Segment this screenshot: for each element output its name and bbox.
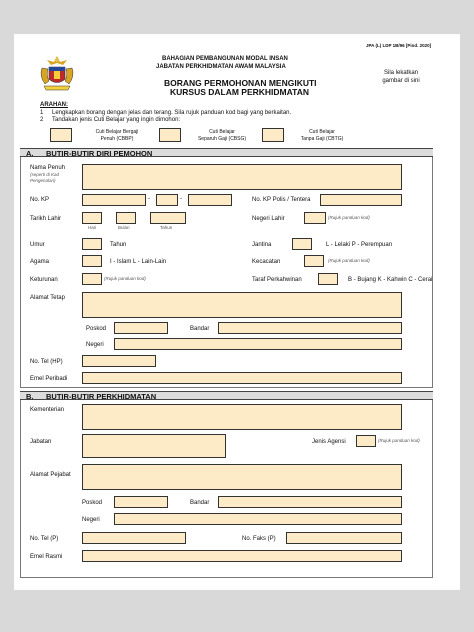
poskod-label: Poskod (86, 326, 107, 332)
no-kp-dash-2: - (180, 196, 182, 202)
no-kp-field-3[interactable] (188, 194, 232, 206)
no-tel-p-field[interactable] (82, 532, 186, 544)
agency-line-2: JABATAN PERKHIDMATAN AWAM MALAYSIA (156, 64, 286, 70)
section-a-title: BUTIR-BUTIR DIRI PEMOHON (46, 149, 153, 158)
negeri-label: Negeri (86, 342, 104, 348)
cbtg-label-line-1: Cuti Belajar (309, 129, 335, 135)
taraf-perkahwinan-options: B - Bujang K - Kahwin C - Cerai (348, 277, 433, 283)
form-title-line-2: KURSUS DALAM PERKHIDMATAN (170, 87, 309, 97)
bandar-pejabat-field[interactable] (218, 496, 402, 508)
emel-rasmi-field[interactable] (82, 550, 402, 562)
nama-penuh-label: Nama Penuh (30, 165, 66, 171)
no-faks-p-field[interactable] (286, 532, 402, 544)
jantina-options: L - Lelaki P - Perempuan (326, 242, 393, 248)
jabatan-label: Jabatan (30, 439, 52, 445)
bandar-label: Bandar (190, 326, 210, 332)
negeri-lahir-field[interactable] (304, 212, 326, 224)
cbbp-label-line-2: Penuh (CBBP) (100, 135, 134, 142)
no-tel-hp-label: No. Tel (HP) (30, 359, 63, 365)
poskod-field[interactable] (114, 322, 168, 334)
umur-unit: Tahun (110, 242, 127, 248)
umur-label: Umur (30, 242, 45, 248)
section-b-letter: B. (26, 392, 34, 401)
poskod-pejabat-field[interactable] (114, 496, 168, 508)
bandar-pejabat-label: Bandar (190, 500, 210, 506)
malaysia-coat-of-arms-logo (36, 54, 78, 96)
keturunan-label: Keturunan (30, 277, 58, 283)
jabatan-field[interactable] (82, 434, 226, 458)
cbsg-checkbox[interactable] (159, 128, 181, 142)
section-b-title: BUTIR-BUTIR PERKHIDMATAN (46, 392, 157, 401)
jenis-agensi-field[interactable] (356, 435, 376, 447)
emel-peribadi-label: Emel Peribadi (30, 376, 68, 382)
cbbp-checkbox[interactable] (50, 128, 72, 142)
no-tel-p-label: No. Tel (P) (30, 536, 59, 542)
jantina-field[interactable] (292, 238, 312, 250)
bulan-field[interactable] (116, 212, 136, 224)
no-kp-field-2[interactable] (156, 194, 178, 206)
kementerian-label: Kementerian (30, 407, 65, 413)
no-kp-polis-field[interactable] (320, 194, 402, 206)
no-kp-polis-label: No. KP Polis / Tentera (252, 197, 311, 203)
instruction-2: Tandakan jenis Cuti Belajar yang ingin dimohon: (52, 117, 181, 123)
no-tel-hp-field[interactable] (82, 355, 156, 367)
hari-field[interactable] (82, 212, 102, 224)
kecacatan-hint: (Rujuk panduan kod) (328, 258, 370, 263)
agama-options: I - Islam L - Lain-Lain (110, 259, 167, 265)
tahun-field[interactable] (150, 212, 186, 224)
agama-field[interactable] (82, 255, 102, 267)
form-page (14, 34, 460, 590)
section-a-header (20, 148, 433, 157)
kecacatan-label: Kecacatan (252, 259, 281, 265)
negeri-pejabat-field[interactable] (114, 513, 402, 525)
negeri-pejabat-label: Negeri (82, 517, 100, 523)
cbtg-checkbox[interactable] (262, 128, 284, 142)
no-kp-dash-1: - (148, 196, 150, 202)
nama-hint-2: Pengenalan) (30, 178, 56, 183)
no-kp-label: No. KP (30, 197, 50, 203)
cbbp-label (82, 129, 152, 142)
instructions-heading: ARAHAN: (40, 102, 68, 108)
cbtg-label (287, 129, 357, 142)
taraf-perkahwinan-label: Taraf Perkahwinan (252, 277, 302, 283)
taraf-perkahwinan-field[interactable] (318, 273, 338, 285)
jenis-agensi-hint: (Rujuk panduan kod) (378, 438, 420, 443)
photo-text-line-1: Sila lekatkan (383, 70, 419, 76)
photo-text-line-2: gambar di sini (382, 77, 420, 84)
alamat-pejabat-field[interactable] (82, 464, 402, 490)
alamat-pejabat-label: Alamat Pejabat (30, 472, 71, 478)
negeri-field[interactable] (114, 338, 402, 350)
cbsg-label-line-2: Separuh Gaji (CBSG) (197, 135, 247, 142)
nama-hint-1: (seperti di Kad (30, 172, 60, 177)
kementerian-field[interactable] (82, 404, 402, 430)
tarikh-lahir-label: Tarikh Lahir (30, 216, 62, 222)
section-a-letter: A. (26, 149, 34, 158)
keturunan-field[interactable] (82, 273, 102, 285)
form-title-line-1: BORANG PERMOHONAN MENGIKUTI (164, 78, 317, 88)
agama-label: Agama (30, 259, 50, 265)
bandar-field[interactable] (218, 322, 402, 334)
no-faks-p-label: No. Faks (P) (242, 536, 276, 542)
cbtg-label-line-2: Tanpa Gaji (CBTG) (300, 135, 344, 142)
hari-caption: Hari (88, 225, 97, 230)
kecacatan-field[interactable] (304, 255, 324, 267)
instruction-1-number: 1 (40, 110, 44, 116)
no-kp-field-1[interactable] (82, 194, 146, 206)
cbsg-label (187, 129, 257, 142)
agency-line-1: BAHAGIAN PEMBANGUNAN MODAL INSAN (162, 56, 288, 62)
emel-rasmi-label: Emel Rasmi (30, 554, 63, 560)
instruction-2-number: 2 (40, 117, 44, 123)
cbsg-label-line-1: Cuti Belajar (209, 129, 235, 135)
jenis-agensi-label: Jenis Agensi (312, 439, 346, 445)
nama-penuh-field[interactable] (82, 164, 402, 190)
jantina-label: Jantina (252, 242, 272, 248)
cbbp-label-line-1: Cuti Belajar Bergaji (95, 129, 139, 135)
negeri-lahir-hint: (Rujuk panduan kod) (328, 215, 370, 220)
alamat-tetap-field[interactable] (82, 292, 402, 318)
tahun-caption: Tahun (160, 225, 173, 230)
section-b-header (20, 391, 433, 400)
umur-field[interactable] (82, 238, 102, 250)
bulan-caption: Bulan (118, 225, 130, 230)
keturunan-hint: (Rujuk panduan kod) (104, 276, 146, 281)
alamat-tetap-label: Alamat Tetap (30, 295, 65, 301)
photo-placeholder (366, 70, 436, 108)
negeri-lahir-label: Negeri Lahir (252, 216, 285, 222)
emel-peribadi-field[interactable] (82, 372, 402, 384)
poskod-pejabat-label: Poskod (82, 500, 103, 506)
instruction-1: Lengkapkan borang dengan jelas dan terang. Sila rujuk panduan kod bagi yang berkaitan. (52, 110, 292, 116)
form-reference: JPA (L) LDP 1B/96 [Pind. 2020] (366, 43, 432, 48)
